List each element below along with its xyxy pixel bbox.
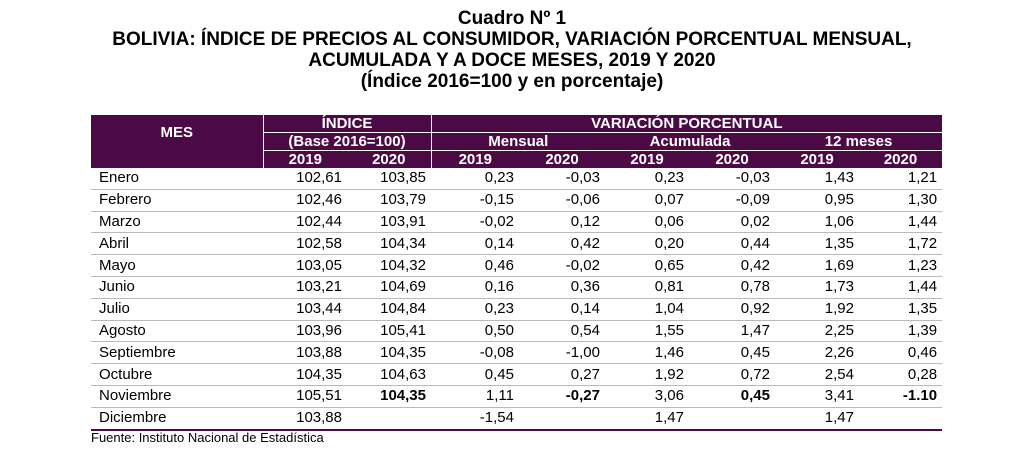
header-year: 2020 <box>519 151 605 169</box>
value-cell: 103,79 <box>347 189 431 211</box>
header-year: 2020 <box>347 151 431 169</box>
month-cell: Febrero <box>91 189 263 211</box>
value-cell: 1,47 <box>605 407 689 429</box>
value-cell: 1,11 <box>431 385 519 407</box>
header-variacion: VARIACIÓN PORCENTUAL <box>431 115 942 133</box>
value-cell: 104,69 <box>347 276 431 298</box>
value-cell: 1,44 <box>859 276 942 298</box>
header-acumulada: Acumulada <box>605 133 775 151</box>
table-subtitle: (Índice 2016=100 y en porcentaje) <box>360 71 664 92</box>
value-cell: 103,21 <box>263 276 347 298</box>
value-cell: 0,23 <box>605 168 689 189</box>
table-row <box>91 320 942 342</box>
value-cell: 104,84 <box>347 298 431 320</box>
table-row <box>91 276 942 298</box>
cpi-table <box>91 115 942 431</box>
table-row <box>91 168 942 189</box>
value-cell: 1,23 <box>859 255 942 277</box>
source-note: Fuente: Instituto Nacional de Estadística <box>91 430 324 445</box>
value-cell: 104,35 <box>347 342 431 364</box>
header-year: 2019 <box>775 151 859 169</box>
table-title-block <box>0 8 1024 92</box>
value-cell: 1,35 <box>859 298 942 320</box>
value-cell: 0,16 <box>431 276 519 298</box>
value-cell: -0,03 <box>689 168 775 189</box>
value-cell: -1.10 <box>859 385 942 407</box>
value-cell: -1,54 <box>431 407 519 429</box>
value-cell <box>519 407 605 429</box>
table-title-line-1: BOLIVIA: ÍNDICE DE PRECIOS AL CONSUMIDOR, VARIACIÓN PORCENTUAL MENSUAL, <box>112 29 912 50</box>
value-cell: 0,12 <box>519 211 605 233</box>
value-cell: 104,32 <box>347 255 431 277</box>
month-cell: Octubre <box>91 364 263 386</box>
header-indice: ÍNDICE <box>263 115 431 133</box>
value-cell <box>689 407 775 429</box>
value-cell: 0,23 <box>431 298 519 320</box>
value-cell: 105,41 <box>347 320 431 342</box>
value-cell: 1,47 <box>689 320 775 342</box>
table-row <box>91 211 942 233</box>
value-cell: 103,91 <box>347 211 431 233</box>
value-cell: 0,45 <box>689 385 775 407</box>
value-cell: 1,69 <box>775 255 859 277</box>
value-cell: 0,23 <box>431 168 519 189</box>
value-cell: -0,08 <box>431 342 519 364</box>
header-year: 2020 <box>689 151 775 169</box>
value-cell: 0,42 <box>519 233 605 255</box>
value-cell: -0,06 <box>519 189 605 211</box>
month-cell: Junio <box>91 276 263 298</box>
value-cell: 2,26 <box>775 342 859 364</box>
value-cell: 103,88 <box>263 342 347 364</box>
value-cell: -0,02 <box>519 255 605 277</box>
value-cell: 103,96 <box>263 320 347 342</box>
value-cell: 1,21 <box>859 168 942 189</box>
table-row <box>91 233 942 255</box>
value-cell: 0,14 <box>431 233 519 255</box>
table-number: Cuadro Nº 1 <box>457 8 567 29</box>
value-cell: 0,02 <box>689 211 775 233</box>
value-cell: -0,03 <box>519 168 605 189</box>
value-cell: 0,06 <box>605 211 689 233</box>
value-cell: 0,44 <box>689 233 775 255</box>
value-cell: 1,39 <box>859 320 942 342</box>
value-cell: 0,50 <box>431 320 519 342</box>
value-cell: 2,25 <box>775 320 859 342</box>
value-cell: 1,30 <box>859 189 942 211</box>
header-year: 2019 <box>605 151 689 169</box>
value-cell: 0,07 <box>605 189 689 211</box>
month-cell: Enero <box>91 168 263 189</box>
value-cell: 1,06 <box>775 211 859 233</box>
value-cell: 1,46 <box>605 342 689 364</box>
value-cell: 103,88 <box>263 407 347 429</box>
value-cell: 0,46 <box>859 342 942 364</box>
value-cell: 3,06 <box>605 385 689 407</box>
table-row <box>91 342 942 364</box>
value-cell: -0,09 <box>689 189 775 211</box>
header-year: 2020 <box>859 151 942 169</box>
value-cell: 0,92 <box>689 298 775 320</box>
month-cell: Julio <box>91 298 263 320</box>
month-cell: Abril <box>91 233 263 255</box>
value-cell: -0,27 <box>519 385 605 407</box>
value-cell: 0,72 <box>689 364 775 386</box>
value-cell: 0,42 <box>689 255 775 277</box>
value-cell: 1,44 <box>859 211 942 233</box>
value-cell: 0,28 <box>859 364 942 386</box>
value-cell: 102,61 <box>263 168 347 189</box>
value-cell: 0,54 <box>519 320 605 342</box>
value-cell: -0,15 <box>431 189 519 211</box>
value-cell: 1,43 <box>775 168 859 189</box>
value-cell: 103,05 <box>263 255 347 277</box>
value-cell: 102,46 <box>263 189 347 211</box>
month-cell: Diciembre <box>91 407 263 429</box>
value-cell: 104,35 <box>263 364 347 386</box>
header-12-meses: 12 meses <box>775 133 942 151</box>
header-year: 2019 <box>263 151 347 169</box>
value-cell: 103,44 <box>263 298 347 320</box>
value-cell: 104,35 <box>347 385 431 407</box>
value-cell: 0,46 <box>431 255 519 277</box>
value-cell: 0,27 <box>519 364 605 386</box>
value-cell: 0,65 <box>605 255 689 277</box>
value-cell: 1,92 <box>605 364 689 386</box>
header-mes: MES <box>91 115 263 151</box>
header-year: 2019 <box>431 151 519 169</box>
table-row <box>91 189 942 211</box>
value-cell: 0,45 <box>689 342 775 364</box>
month-cell: Mayo <box>91 255 263 277</box>
table-row <box>91 298 942 320</box>
value-cell <box>347 407 431 429</box>
value-cell: 1,72 <box>859 233 942 255</box>
value-cell: 2,54 <box>775 364 859 386</box>
table-row <box>91 255 942 277</box>
value-cell: 103,85 <box>347 168 431 189</box>
month-cell: Marzo <box>91 211 263 233</box>
value-cell: 102,44 <box>263 211 347 233</box>
value-cell: 0,14 <box>519 298 605 320</box>
value-cell <box>859 407 942 429</box>
month-cell: Septiembre <box>91 342 263 364</box>
value-cell: 3,41 <box>775 385 859 407</box>
value-cell: 105,51 <box>263 385 347 407</box>
header-blank <box>91 151 263 169</box>
month-cell: Agosto <box>91 320 263 342</box>
value-cell: 1,73 <box>775 276 859 298</box>
month-cell: Noviembre <box>91 385 263 407</box>
header-base: (Base 2016=100) <box>263 133 431 151</box>
value-cell: 0,81 <box>605 276 689 298</box>
value-cell: 0,78 <box>689 276 775 298</box>
value-cell: 1,92 <box>775 298 859 320</box>
value-cell: -1,00 <box>519 342 605 364</box>
header-mensual: Mensual <box>431 133 605 151</box>
value-cell: 104,63 <box>347 364 431 386</box>
value-cell: 0,36 <box>519 276 605 298</box>
value-cell: 1,04 <box>605 298 689 320</box>
value-cell: 1,47 <box>775 407 859 429</box>
table-row <box>91 364 942 386</box>
value-cell: 102,58 <box>263 233 347 255</box>
value-cell: 0,45 <box>431 364 519 386</box>
value-cell: 1,55 <box>605 320 689 342</box>
value-cell: 0,95 <box>775 189 859 211</box>
table-row <box>91 407 942 429</box>
table-title-line-2: ACUMULADA Y A DOCE MESES, 2019 Y 2020 <box>308 50 716 71</box>
value-cell: 1,35 <box>775 233 859 255</box>
table-row <box>91 385 942 407</box>
value-cell: 0,20 <box>605 233 689 255</box>
value-cell: -0,02 <box>431 211 519 233</box>
value-cell: 104,34 <box>347 233 431 255</box>
